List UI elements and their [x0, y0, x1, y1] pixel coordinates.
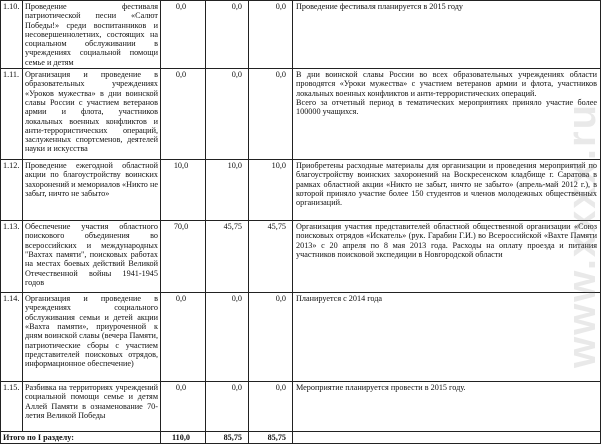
row-number: 1.14. — [1, 293, 23, 382]
activity-cell: Обеспечение участия областного поискового объединения во всероссийских и международных "Вахтах памяти", поисковых работах на местах боевых действий Великой Отечественной войны 1941-1945 годов — [23, 221, 161, 293]
total-label: Итого по I разделу: — [1, 432, 161, 444]
note-cell: Планируется с 2014 года — [293, 293, 601, 382]
value-planned: 0,0 — [161, 382, 206, 432]
row-number: 1.13. — [1, 221, 23, 293]
value-spent: 0,0 — [249, 69, 293, 160]
note-cell: Мероприятие планируется провести в 2015 году. — [293, 382, 601, 432]
activity-cell: Разбивка на территориях учреждений социальной помощи семье и детям Аллей Памяти в ознаменование 70-летия Великой Победы — [23, 382, 161, 432]
row-number: 1.15. — [1, 382, 23, 432]
activity-cell: Организация и проведение в учреждениях социального обслуживания семьи и детей акции «Вахта памяти», приуроченной к дням воинской славы (вечера Памяти, патриотические сборы с участием представителей поисковых отрядов, информационное обеспечение) — [23, 293, 161, 382]
total-row — [1, 432, 601, 444]
note-cell: Приобретены расходные материалы для организации и проведения мероприятий по благоустройству воинских захоронений на Воскресенском кладбище г. Саратова в рамках областной акции «Никто не забыт, ничто не забыто» (апрель-май 2012 г.), в которой приняло участие более 150 студентов и членов молодежных общественных организаций. — [293, 160, 601, 221]
activity-cell: Организация и проведение в образовательных учреждениях «Уроков мужества» в дни воинской славы России с участием ветеранов армии и флота, участников локальных военных конфликтов и анти-террористических операций, заслуженных спортсменов, деятелей науки и искусства — [23, 69, 161, 160]
total-note — [293, 432, 601, 444]
watermark: www.xxxx.ru — [560, 102, 605, 368]
table-row — [1, 69, 601, 160]
value-planned: 70,0 — [161, 221, 206, 293]
activity-cell: Проведение ежегодной областной акции по благоустройству воинских захоронений и мемориалов «Никто не забыт, ничто не забыто» — [23, 160, 161, 221]
row-number: 1.12. — [1, 160, 23, 221]
value-spent: 45,75 — [249, 221, 293, 293]
total-planned: 110,0 — [161, 432, 206, 444]
row-number: 1.10. — [1, 1, 23, 69]
value-spent: 0,0 — [249, 1, 293, 69]
note-cell: Проведение фестиваля планируется в 2015 году — [293, 1, 601, 69]
value-allocated: 10,0 — [206, 160, 249, 221]
table-row — [1, 1, 601, 69]
value-allocated: 0,0 — [206, 1, 249, 69]
note-cell: Организация участия представителей областной общественной организации «Союз поисковых отрядов «Искатель» (рук. Гарабин Г.И.) во Всероссийской «Вахте Памяти 2013» с 20 апреля по 8 мая 2013 года. Расходы на оплату проезда и питания участников поисковой экспедиции в Новгородской области — [293, 221, 601, 293]
table-row — [1, 293, 601, 382]
value-allocated: 0,0 — [206, 382, 249, 432]
value-allocated: 0,0 — [206, 69, 249, 160]
value-planned: 0,0 — [161, 1, 206, 69]
total-spent: 85,75 — [249, 432, 293, 444]
value-spent: 10,0 — [249, 160, 293, 221]
value-allocated: 0,0 — [206, 293, 249, 382]
value-planned: 0,0 — [161, 293, 206, 382]
table-row — [1, 221, 601, 293]
note-paragraph: В дни воинской славы России во всех образовательных учреждениях области проводятся «Уроки мужества» с участием ветеранов армии и флота, участников локальных военных конфликтов и анти-террористических операций. — [296, 70, 597, 98]
activity-cell: Проведение фестиваля патриотической песни «Салют Победы!» среди воспитанников и несовершеннолетних, состоящих на социальном обслуживании в учреждениях социальной помощи семье и детям — [23, 1, 161, 69]
table-row — [1, 160, 601, 221]
row-number: 1.11. — [1, 69, 23, 160]
table-row — [1, 382, 601, 432]
value-allocated: 45,75 — [206, 221, 249, 293]
value-spent: 0,0 — [249, 293, 293, 382]
note-cell — [293, 69, 601, 160]
value-planned: 10,0 — [161, 160, 206, 221]
total-allocated: 85,75 — [206, 432, 249, 444]
note-paragraph: Всего за отчетный период в тематических мероприятиях приняло участие более 100000 учащихся. — [296, 97, 597, 117]
value-spent: 0,0 — [249, 382, 293, 432]
value-planned: 0,0 — [161, 69, 206, 160]
